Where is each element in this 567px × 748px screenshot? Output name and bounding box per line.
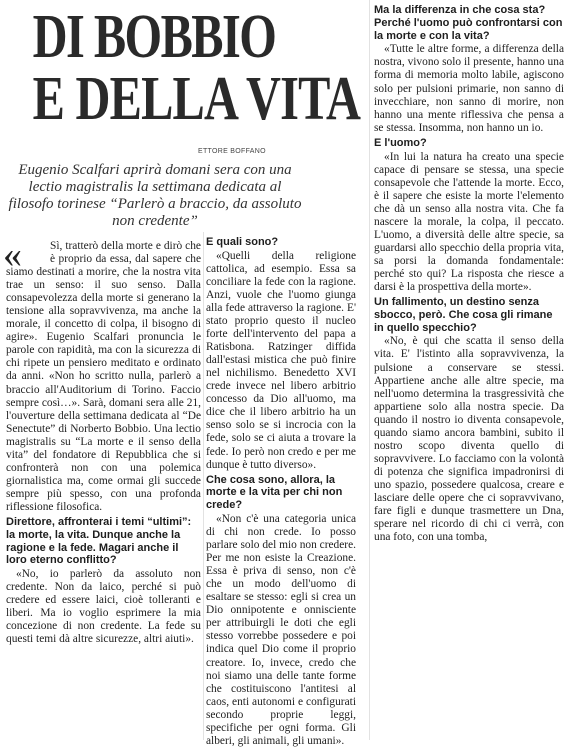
- article-paragraph: «Quelli della religione cattolica, ad esempio. Essa sa conciliare la fede con la ragione. Anzi, vuole che l'uomo giunga alla fede attraverso la ragione. E' stato proprio questo il nucleo forte dell'intervento del papa a Ratisbona. Ratzinger diffida dall'estasi mistica che può finire nel nichilismo. Benedetto XVI crede invece nel libero arbitrio concesso da Dio all'uomo, ma dice che il libero arbitrio ha un senso solo se si incrocia con la fede, solo se ci aiuta a trovare la fede. Io però non credo e per me dunque è tutto diverso».: [206, 249, 356, 471]
- interview-question: Un fallimento, un destino senza sbocco, però. Che cosa gli rimane in quello specchio?: [374, 296, 553, 334]
- column-divider: [203, 232, 204, 740]
- article-paragraph: Sì, tratterò della morte e dirò che è proprio da essa, dal sapere che siamo destinati a morire, che la nostra vita trae un senso: il suo senso. Dalla consapevolezza della morte si generano la tensione alla sopravvivenza, ma anche la morale, il concetto di colpa, il bisogno di agire». Eugenio Scalfari pronuncia le parole con rapidità, ma con la sicurezza di chi ripete un pensiero meditato e ordinato da anni. «Non ho scritto nulla, parlerò a braccio all'Auditorium di Torino. Faccio sempre così…». Sarà, domani sera alle 21, l'ouverture della settimana dedicata al “De Senectute” di Norberto Bobbio. Una lectio magistralis su “La morte e il senso della vita” del fondatore di Repubblica che si confronterà non con una polemica giornalistica ma, come ormai gli succede sempre più spesso, con una profonda riflessione filosofica.: [6, 240, 201, 513]
- interview-question: E quali sono?: [206, 236, 279, 248]
- article-column-3: [374, 2, 564, 544]
- article-paragraph: «No, io parlerò da assoluto non credente. Non da laico, perché si può credere ed essere laici, cioè tolleranti e liberi. Ma io voglio esprimere la mia concezione di non credente. La fede su questi temi dà altre sicurezze, altri aiuti».: [6, 568, 201, 646]
- subheadline: Eugenio Scalfari aprirà domani sera con una lectio magistralis la settimana dedicata al filosofo torinese “Parlerò a braccio, da assoluto non credente”: [8, 162, 302, 229]
- article-paragraph: «No, è qui che scatta il senso della vita. E' l'istinto alla sopravvivenza, la pulsione a conservare se stessi. Appartiene anche alle altre specie, ma nell'uomo determina la trasgressività che appartiene solo alla nostra specie. Da quando il nostro io diventa consapevole, quando siamo ancora bambini, subito il nostro scopo diventa quello di sopravvivere. Lo facciamo con la volontà di potenza che significa impadronirsi di uno spazio, possedere qualcosa, creare e lasciare delle opere che ci sopravvivano, fare figli e dunque trasmettere un Dna, sperare nel ricordo di chi ci verrà, con una foto, con una tomba,: [374, 335, 564, 544]
- interview-question: Che cosa sono, allora, la morte e la vita per chi non crede?: [206, 473, 343, 512]
- photo-credit: ETTORE BOFFANO: [198, 148, 266, 155]
- opening-quote-mark: «: [3, 234, 16, 276]
- interview-question: E l'uomo?: [374, 136, 427, 149]
- article-paragraph: «Tutte le altre forme, a differenza della nostra, vivono solo il presente, hanno una forma di memoria molto labile, agiscono solo per pulsioni primarie, non sanno di invecchiare, non sanno di morire, non hanno una mente riflessiva che pensa a se stessa. Insomma, non hanno un io.: [374, 43, 564, 134]
- interview-question: Direttore, affronterai i temi “ultimi”: la morte, la vita. Dunque anche la ragione e la fede. Magari anche il loro eterno conflitto?: [6, 515, 192, 567]
- article-column-1: [6, 240, 201, 646]
- article-paragraph: «In lui la natura ha creato una specie capace di pensare se stessa, una specie consapevole che l'attende la morte. Ecco, è il sapere che esiste la morte l'elemento che dà un senso alla nostra vita. Che fa nascere la morale, la colpa, il peccato. L'uomo, a diversità delle altre specie, sa guardarsi allo specchio della propria vita, sa porsi la domanda fondamentale: perché sto qui? La risposta che riesce a darsi è la prospettiva della morte».: [374, 150, 564, 293]
- article-paragraph: «Non c'è una categoria unica di chi non crede. Io posso parlare solo del mio non credere. Per me non esiste la Creazione. Essa è priva di senso, non c'è che un modo dell'uomo di esaltare se stesso: egli si crea un Dio onnipotente e onnisciente per attribuirgli le doti che egli stesso vorrebbe possedere e poi indica quel Dio come il proprio creatore. Io, invece, credo che noi siamo una delle tante forme che costituiscono l'antitesi al caos, enti autonomi e configurati secondo proprie leggi, specifiche per ogni forma. Gli alberi, gli animali, gli umani».: [206, 512, 356, 747]
- column-divider: [369, 0, 370, 740]
- article-column-2: [206, 234, 356, 748]
- headline-line-1: DI BOBBIO: [32, 3, 276, 71]
- interview-question: Ma la differenza in che cosa sta? Perché l'uomo può confrontarsi con la morte e con la vita?: [374, 4, 563, 42]
- headline-line-2: E DELLA VITA: [32, 65, 361, 133]
